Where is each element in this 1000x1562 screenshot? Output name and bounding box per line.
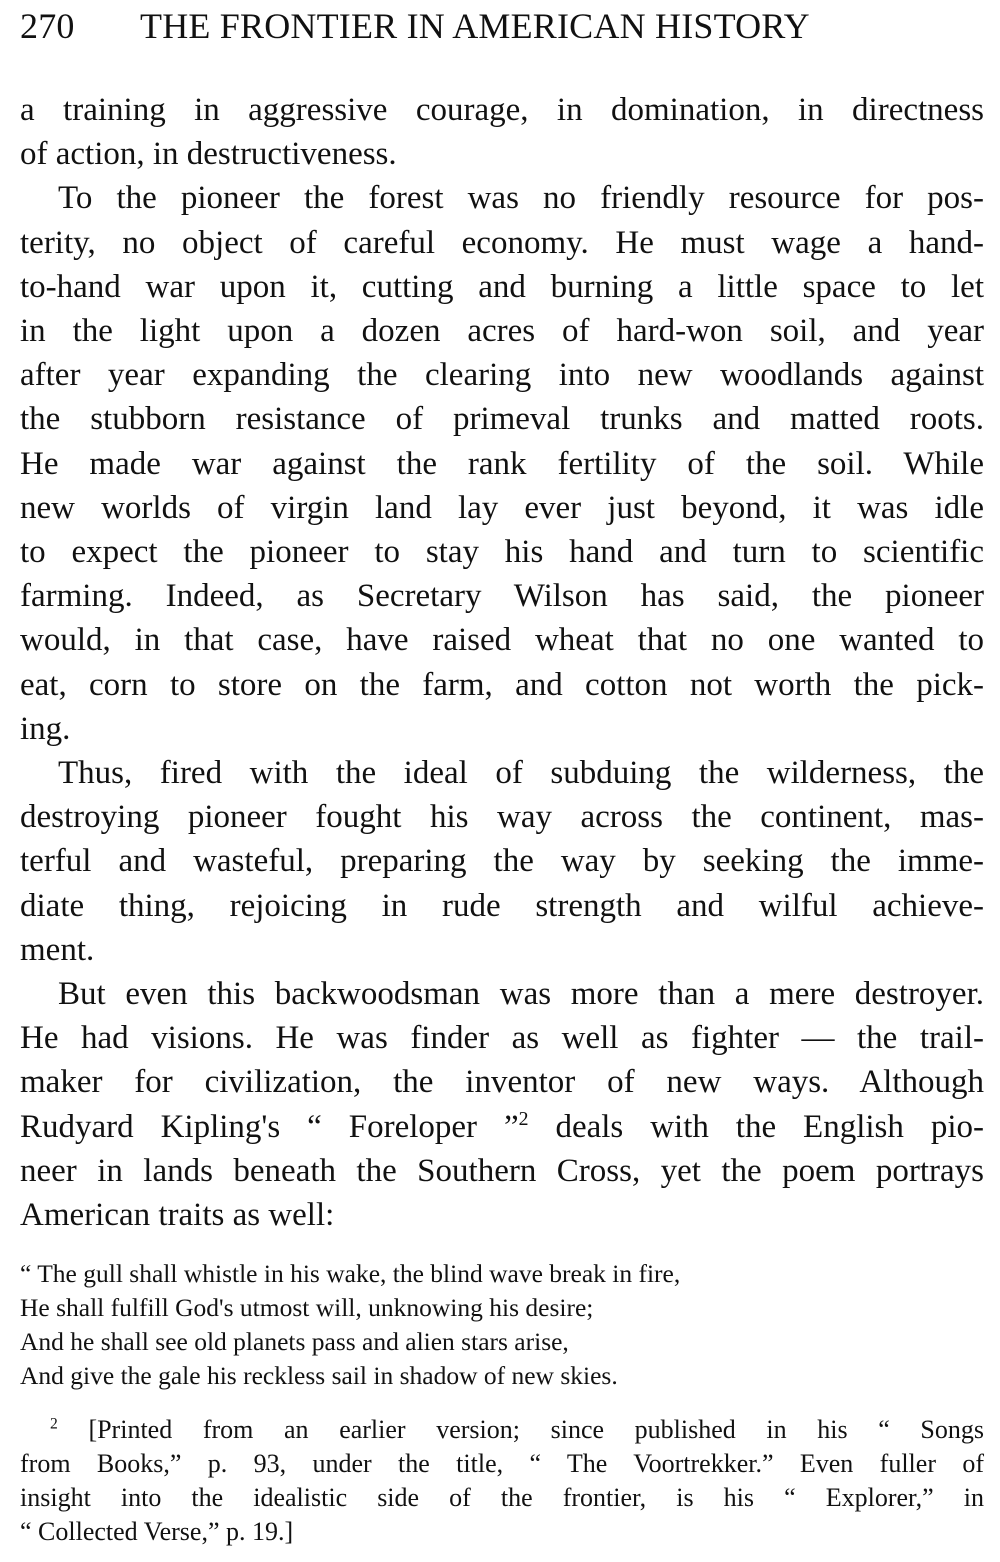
poem-line: “ The gull shall whistle in his wake, the blind wave break in fire,	[20, 1259, 681, 1289]
text-line: the stubborn resistance of primeval trunks and matted roots.	[20, 401, 984, 438]
text-line: to-hand war upon it, cutting and burning a little space to let	[20, 268, 984, 305]
footnote-reference: 2	[518, 1107, 529, 1130]
text-line: ing.	[20, 710, 71, 747]
footnote	[20, 1413, 984, 1549]
poem-quotation	[20, 1257, 984, 1393]
text-line: terity, no object of careful economy. He must wage a hand-	[20, 224, 984, 261]
text-line: a training in aggressive courage, in domination, in directness	[20, 92, 984, 128]
book-page	[20, 0, 984, 1549]
text-line: He made war against the rank fertility of the soil. While	[20, 445, 984, 482]
footnote-line: insight into the idealistic side of the frontier, is his “ Explorer,” in	[20, 1483, 984, 1513]
page-number: 270	[20, 6, 75, 46]
footnote-line	[20, 1413, 984, 1447]
paragraph-2	[20, 176, 984, 751]
running-title: THE FRONTIER IN AMERICAN HISTORY	[140, 6, 810, 46]
text-line: in the light upon a dozen acres of hard-won soil, and year	[20, 313, 984, 350]
text-line: American traits as well:	[20, 1197, 335, 1234]
text-line: to expect the pioneer to stay his hand and turn to scientific	[20, 534, 984, 571]
text-line: eat, corn to store on the farm, and cotton not worth the pick-	[20, 666, 984, 703]
poem-line: And he shall see old planets pass and alien stars arise,	[20, 1327, 569, 1357]
text-line: Thus, fired with the ideal of subduing the wilderness, the	[58, 755, 984, 792]
text-line	[20, 1105, 984, 1149]
footnote-line: from Books,” p. 93, under the title, “ The Voortrekker.” Even fuller of	[20, 1449, 984, 1479]
text-line: after year expanding the clearing into new woodlands against	[20, 357, 984, 394]
body-text	[20, 88, 984, 1237]
page-header	[20, 6, 984, 54]
poem-line: And give the gale his reckless sail in shadow of new skies.	[20, 1361, 618, 1391]
text-line: He had visions. He was finder as well as fighter — the trail-	[20, 1020, 984, 1057]
text-line: But even this backwoodsman was more than a mere destroyer.	[58, 976, 984, 1013]
text-line: new worlds of virgin land lay ever just beyond, it was idle	[20, 489, 984, 526]
text-line: farming. Indeed, as Secretary Wilson has said, the pioneer	[20, 578, 984, 615]
text-line: ment.	[20, 931, 95, 968]
text-segment: Rudyard Kipling's “ Foreloper ”	[20, 1108, 519, 1145]
paragraph-3	[20, 751, 984, 972]
footnote-marker: 2	[50, 1415, 58, 1433]
text-line: terful and wasteful, preparing the way by seeking the imme-	[20, 843, 984, 880]
paragraph-4	[20, 972, 984, 1237]
text-line: neer in lands beneath the Southern Cross, yet the poem portrays	[20, 1152, 984, 1189]
text-line: maker for civilization, the inventor of new ways. Although	[20, 1064, 984, 1101]
text-line: of action, in destructiveness.	[20, 136, 397, 173]
text-segment: deals with the English pio-	[528, 1108, 984, 1145]
text-line: To the pioneer the forest was no friendly resource for pos-	[58, 180, 984, 217]
paragraph-1	[20, 88, 984, 176]
text-segment: [Printed from an earlier version; since published in his “ Songs	[88, 1415, 985, 1445]
text-line: diate thing, rejoicing in rude strength and wilful achieve-	[20, 887, 984, 924]
text-line: would, in that case, have raised wheat that no one wanted to	[20, 622, 984, 659]
poem-line: He shall fulfill God's utmost will, unknowing his desire;	[20, 1293, 594, 1323]
text-line: destroying pioneer fought his way across the continent, mas-	[20, 799, 984, 836]
footnote-line: “ Collected Verse,” p. 19.]	[20, 1517, 294, 1547]
